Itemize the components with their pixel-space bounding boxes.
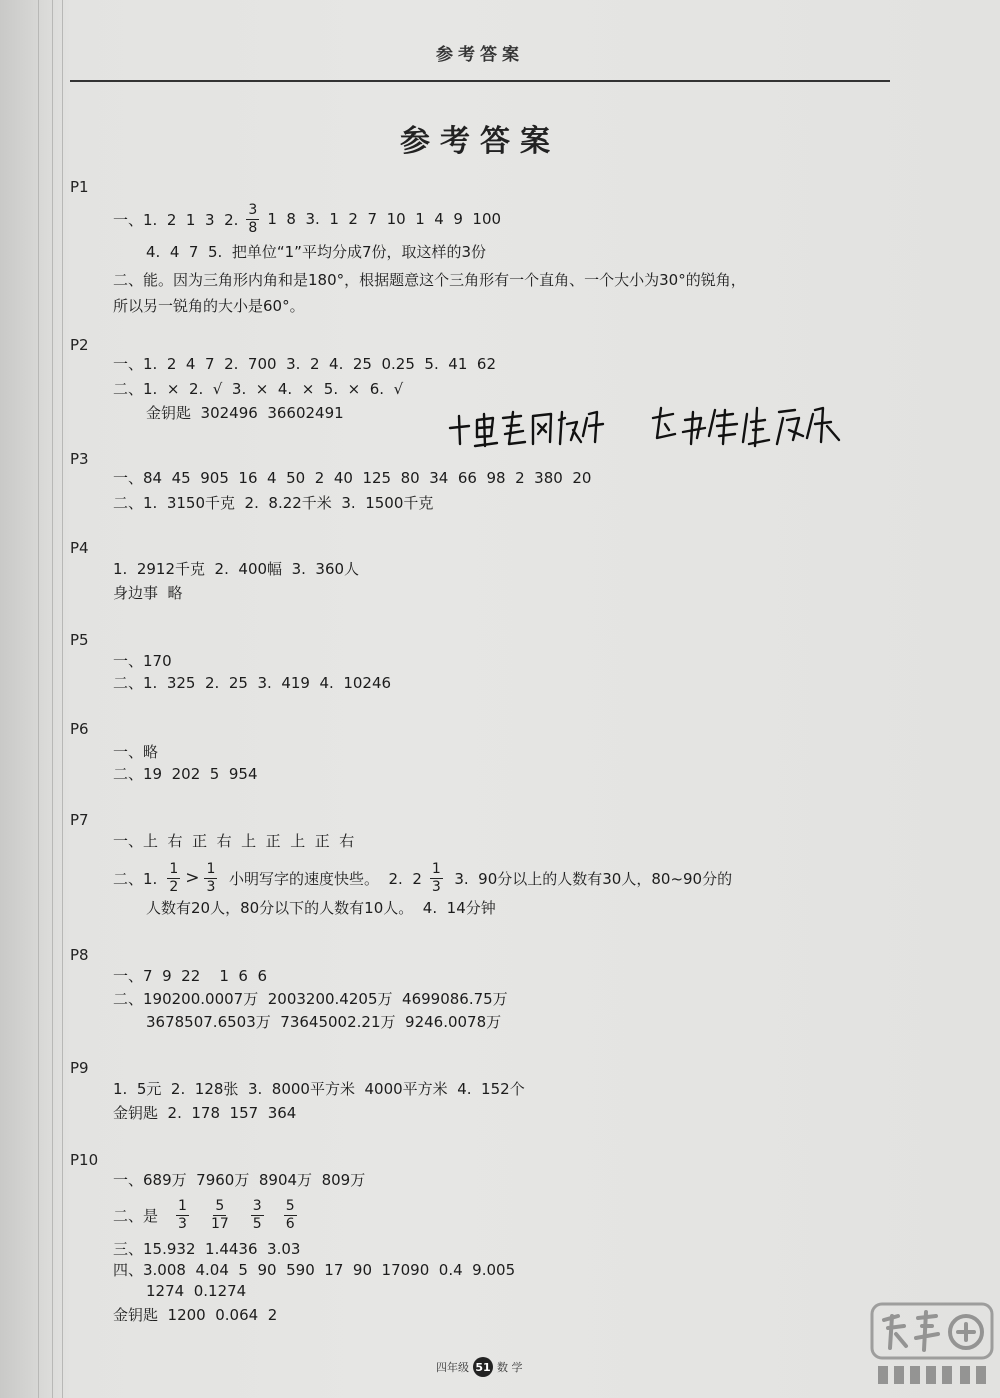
footer-subject: 数 学	[497, 1361, 523, 1374]
section-label-p3: P3	[70, 450, 89, 468]
section-label-p8: P8	[70, 946, 89, 964]
answer-line: 一、1. 2 4 7 2. 700 3. 2 4. 25 0.25 5. 41 62	[113, 354, 496, 373]
answer-line: 三、15.932 1.4436 3.03	[113, 1239, 301, 1258]
page-title: 参考答案	[400, 124, 560, 159]
answer-line: 4. 4 7 5. 把单位“1”平均分成7份，取这样的3份	[146, 242, 487, 261]
answer-line: 一、689万 7960万 8904万 809万	[113, 1170, 366, 1189]
answer-line: 金钥匙 1200 0.064 2	[113, 1305, 278, 1324]
answer-line	[113, 861, 732, 895]
fraction-numerator: 5	[285, 1197, 295, 1214]
answer-line: 一、170	[113, 651, 172, 670]
page-footer	[436, 1357, 523, 1377]
answer-line: 一、略	[113, 742, 159, 761]
answer-line: 二、190200.0007万 2003200.4205万 4699086.75万	[113, 989, 508, 1008]
fraction	[430, 861, 443, 896]
fraction-denominator: 5	[252, 1215, 262, 1232]
answer-text: 二、是	[113, 1206, 159, 1225]
handwritten-note	[447, 396, 867, 456]
page-number: 51	[473, 1357, 493, 1377]
answer-line: 四、3.008 4.04 5 90 590 17 90 17090 0.4 9.005	[113, 1260, 516, 1279]
fraction-denominator: 3	[178, 1215, 187, 1232]
fraction-numerator: 1	[431, 860, 441, 877]
answer-line: 二、19 202 5 954	[113, 764, 258, 783]
answer-line	[113, 1196, 299, 1234]
fraction-numerator: 3	[252, 1197, 262, 1214]
answer-line: 二、1. × 2. √ 3. × 4. × 5. × 6. √	[113, 379, 404, 398]
answer-text: 小明写字的速度快些。 2. 2	[219, 869, 422, 888]
section-label-p2: P2	[70, 336, 89, 354]
section-label-p9: P9	[70, 1059, 89, 1077]
answer-line: 3678507.6503万 73645002.21万 9246.0078万	[146, 1012, 502, 1031]
footer-grade: 四年级	[436, 1361, 469, 1374]
answer-line: 一、上 右 正 右 上 正 上 正 右	[113, 831, 355, 850]
fraction	[251, 1198, 264, 1233]
answer-line	[113, 201, 502, 236]
section-label-p7: P7	[70, 811, 89, 829]
section-label-p1: P1	[70, 178, 89, 196]
fraction	[204, 861, 217, 896]
fraction-numerator: 1	[169, 860, 179, 877]
answer-line: 所以另一锐角的大小是60°。	[113, 296, 305, 315]
answer-line: 金钥匙 302496 36602491	[146, 403, 344, 422]
fraction-numerator: 5	[215, 1197, 225, 1214]
answer-line: 一、7 9 22 1 6 6	[113, 966, 268, 985]
fraction-numerator: 1	[206, 860, 216, 877]
fraction-numerator: 3	[248, 201, 258, 218]
fraction	[284, 1198, 297, 1233]
running-header: 参考答案	[436, 45, 524, 65]
answer-line: 一、84 45 905 16 4 50 2 40 125 80 34 66 98 2 380 20	[113, 468, 592, 487]
fraction	[176, 1198, 189, 1233]
answer-line: 人数有20人，80分以下的人数有10人。 4. 14分钟	[146, 898, 496, 917]
section-label-p4: P4	[70, 539, 89, 557]
answer-line: 1. 2912千克 2. 400幅 3. 360人	[113, 559, 360, 578]
answer-text: 1 8 3. 1 2 7 10 1 4 9 100	[267, 210, 502, 228]
answer-line: 二、1. 3150千克 2. 8.22千米 3. 1500千克	[113, 493, 434, 512]
answer-line: 二、能。因为三角形内角和是180°，根据题意这个三角形有一个直角、一个大小为30°的锐角，	[113, 270, 746, 289]
fraction	[209, 1198, 231, 1233]
fraction-numerator: 1	[178, 1197, 187, 1214]
section-label-p6: P6	[70, 720, 89, 738]
answer-line: 身边事 略	[113, 583, 183, 602]
answer-text: 3. 90分以上的人数有30人，80~90分的	[444, 869, 733, 888]
answer-line: 金钥匙 2. 178 157 364	[113, 1103, 297, 1122]
fraction-denominator: 2	[169, 878, 179, 895]
greater-than-sign: >	[185, 868, 200, 888]
answer-line: 二、1. 325 2. 25 3. 419 4. 10246	[113, 673, 392, 692]
fraction-denominator: 6	[285, 1215, 295, 1232]
fraction	[246, 202, 259, 237]
fraction-denominator: 8	[248, 219, 258, 236]
section-label-p5: P5	[70, 631, 89, 649]
answer-line: 1. 5元 2. 128张 3. 8000平方米 4000平方米 4. 152个	[113, 1079, 525, 1098]
fraction-denominator: 3	[431, 878, 441, 895]
answer-text: 一、1. 2 1 3 2.	[113, 210, 239, 229]
section-label-p10: P10	[70, 1151, 99, 1169]
fraction-denominator: 3	[206, 878, 216, 895]
fraction-denominator: 17	[210, 1215, 229, 1232]
answer-line: 1274 0.1274	[146, 1282, 247, 1300]
answer-text: 二、1.	[113, 869, 158, 888]
fraction	[167, 861, 180, 896]
watermark-logo	[870, 1300, 995, 1390]
